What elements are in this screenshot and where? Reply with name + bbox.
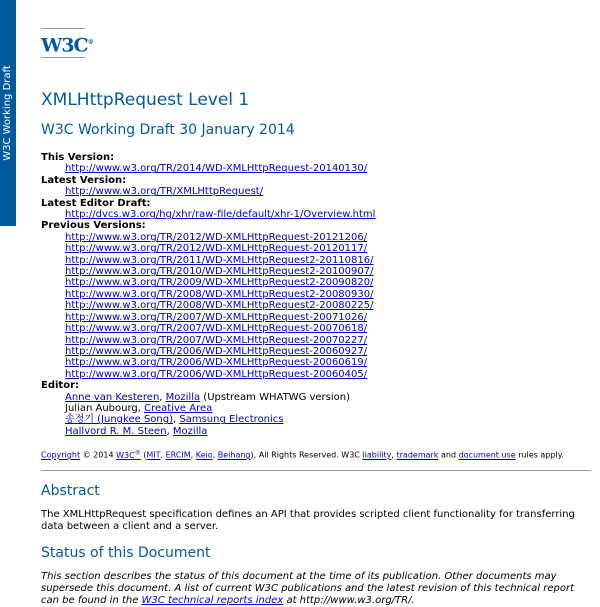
editor-label: Editor: [41, 380, 79, 392]
status-text: This section describes the status of this document at the time of its publication. Other documents may supersede this document. A list of current W3C publications and the latest revision of this technical report can be found in the W3C technical reports index at http://www.w3.org/TR/. [41, 570, 575, 606]
tech-reports-index-link[interactable]: W3C technical reports index [141, 594, 284, 606]
side-tab[interactable] [0, 0, 16, 226]
latest-version-link[interactable]: http://www.w3.org/TR/XMLHttpRequest/ [65, 186, 264, 198]
w3c-logo[interactable] [41, 28, 93, 58]
version-info [41, 152, 591, 437]
editor-name-link[interactable]: 송정기 (Jungkee Song) [65, 414, 174, 426]
previous-version-link[interactable]: http://www.w3.org/TR/2007/WD-XMLHttpRequest-20070227/ [65, 334, 368, 346]
editor-org-link[interactable]: Samsung Electronics [179, 414, 284, 426]
liability-link[interactable]: liability [362, 450, 392, 460]
previous-version-link[interactable]: http://www.w3.org/TR/2009/WD-XMLHttpRequest2-20090820/ [65, 277, 374, 289]
copyright-notice: Copyright © 2014 W3C® (MIT, ERCIM, Keio, Beihang), All Rights Reserved. W3C liability, trademark and document use rules apply. [41, 449, 564, 460]
previous-version-link[interactable]: http://www.w3.org/TR/2012/WD-XMLHttpRequest-20121206/ [65, 231, 368, 243]
editor-entry: 송정기 (Jungkee Song), Samsung Electronics [65, 414, 284, 426]
editor-org-link[interactable]: Mozilla [172, 425, 208, 437]
w3c-link[interactable]: W3C® [116, 449, 141, 460]
editor-org-link[interactable]: Creative Area [144, 402, 213, 414]
previous-version-link[interactable]: http://www.w3.org/TR/2007/WD-XMLHttpRequest-20070618/ [65, 323, 368, 335]
editor-name-link[interactable]: Anne van Kesteren [65, 391, 160, 403]
ercim-link[interactable]: ERCIM [165, 450, 191, 460]
divider [41, 470, 591, 471]
status-heading: Status of this Document [41, 544, 211, 561]
editor-name-link[interactable]: Hallvord R. M. Steen [65, 425, 167, 437]
editor-entry: Anne van Kesteren, Mozilla (Upstream WHATWG version) [65, 391, 351, 403]
previous-version-link[interactable]: http://www.w3.org/TR/2010/WD-XMLHttpRequest2-20100907/ [65, 266, 374, 278]
previous-version-link[interactable]: http://www.w3.org/TR/2011/WD-XMLHttpRequest2-20110816/ [65, 254, 374, 266]
document-content [41, 88, 591, 607]
previous-version-link[interactable]: http://www.w3.org/TR/2006/WD-XMLHttpRequest-20060927/ [65, 345, 368, 357]
previous-version-link[interactable]: http://www.w3.org/TR/2012/WD-XMLHttpRequest-20120117/ [65, 243, 368, 255]
latest-version-label: Latest Version: [41, 174, 127, 186]
latest-editor-draft-link[interactable]: http://dvcs.w3.org/hg/xhr/raw-file/default/xhr-1/Overview.html [65, 209, 376, 221]
document-use-link[interactable]: document use [458, 450, 516, 460]
side-tab-label: W3C Working Draft [2, 65, 13, 161]
editor-entry: Julian Aubourg, Creative Area [65, 402, 213, 414]
copyright-link[interactable]: Copyright [41, 450, 81, 460]
this-version-label: This Version: [41, 152, 115, 163]
page-subtitle: W3C Working Draft 30 January 2014 [41, 122, 295, 138]
previous-version-link[interactable]: http://www.w3.org/TR/2007/WD-XMLHttpRequest-20071026/ [65, 311, 368, 323]
editor-org-link[interactable]: Mozilla [165, 391, 201, 403]
w3c-logo-text: W3C® [41, 34, 93, 57]
previous-versions-label: Previous Versions: [41, 220, 146, 232]
editor-entry: Hallvord R. M. Steen, Mozilla [65, 425, 208, 437]
previous-version-link[interactable]: http://www.w3.org/TR/2008/WD-XMLHttpRequest2-20080225/ [65, 300, 374, 312]
trademark-link[interactable]: trademark [396, 450, 439, 460]
previous-version-link[interactable]: http://www.w3.org/TR/2006/WD-XMLHttpRequest-20060405/ [65, 368, 368, 380]
this-version-link[interactable]: http://www.w3.org/TR/2014/WD-XMLHttpRequest-20140130/ [65, 163, 368, 175]
abstract-text: The XMLHttpRequest specification defines an API that provides scripted client functionality for transferring data between a client and a server. [41, 508, 575, 532]
beihang-link[interactable]: Beihang [217, 450, 251, 460]
mit-link[interactable]: MIT [146, 450, 161, 460]
previous-version-link[interactable]: http://www.w3.org/TR/2008/WD-XMLHttpRequest2-20080930/ [65, 288, 374, 300]
page-title: XMLHttpRequest Level 1 [41, 90, 250, 110]
keio-link[interactable]: Keio [195, 450, 213, 460]
previous-version-link[interactable]: http://www.w3.org/TR/2006/WD-XMLHttpRequest-20060619/ [65, 357, 368, 369]
abstract-heading: Abstract [41, 482, 100, 499]
latest-editor-draft-label: Latest Editor Draft: [41, 197, 151, 209]
